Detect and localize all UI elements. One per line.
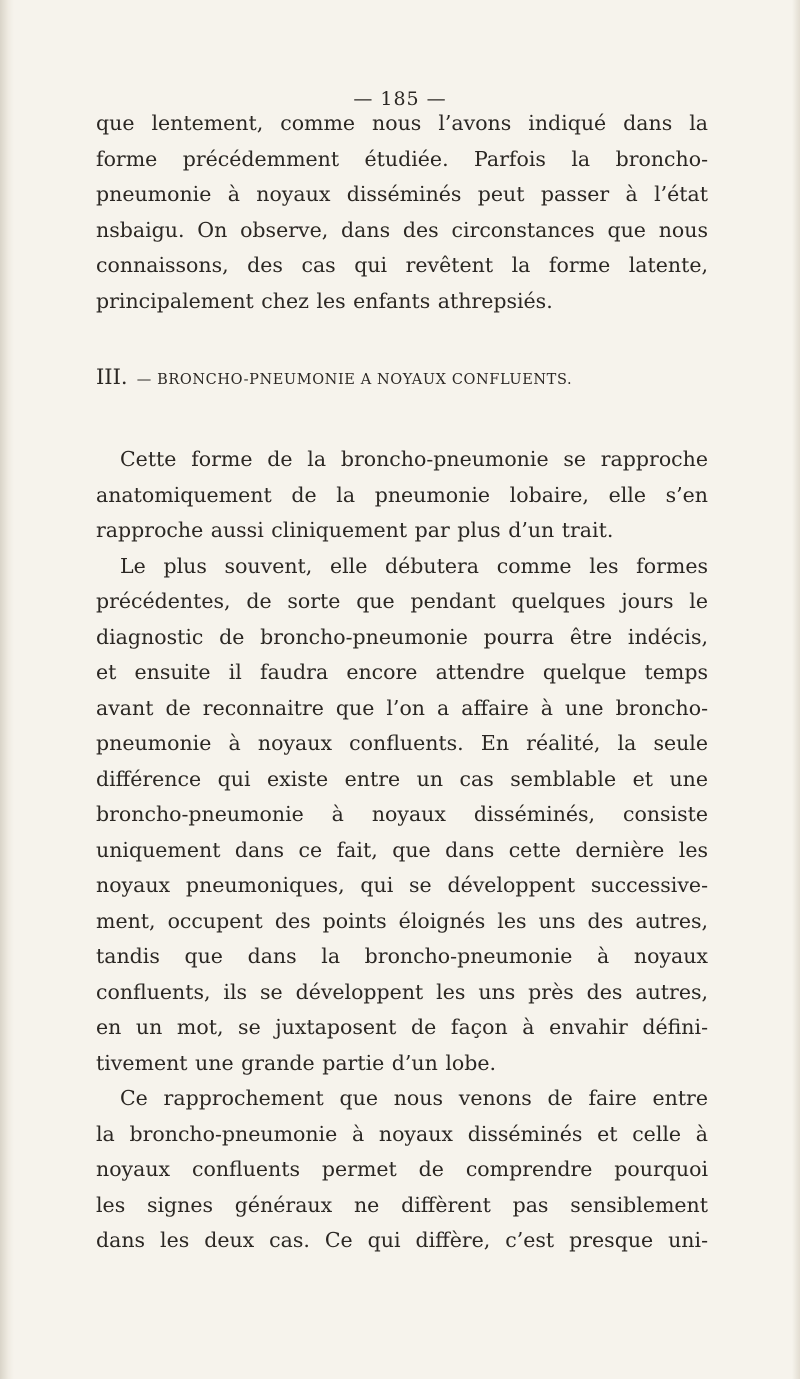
text-line: Ce rapprochement que nous venons de faire entre [120,1086,708,1110]
text-line: ment, occupent des points éloignés les uns des autres, [96,908,708,933]
section-number: III. [96,365,128,389]
body-text [96,442,708,1259]
text-line: pneumonie à noyaux confluents. En réalité, la seule [96,731,708,755]
text-line: confluents, ils se développent les uns près des autres, [96,979,708,1004]
text-line: anatomiquement de la pneumonie lobaire, elle s’en [96,482,708,507]
text-line: Le plus souvent, elle débutera comme les formes [120,553,708,578]
text-line: précédentes, de sorte que pendant quelques jours le [96,589,708,613]
text-line: que lentement, comme nous l’avons indiqué dans la [96,111,708,135]
paragraph-2 [96,442,708,549]
paragraph-1 [96,106,708,319]
text-line: Cette forme de la broncho-pneumonie se rapproche [120,447,708,471]
text-line: noyaux pneumoniques, qui se développent successive- [96,873,708,897]
text-line: dans les deux cas. Ce qui diffère, c’est presque uni- [96,1228,708,1252]
text-line: différence qui existe entre un cas semblable et une [96,766,708,791]
text-line: avant de reconnaitre que l’on a affaire à une broncho- [96,695,708,720]
text-line: tandis que dans la broncho-pneumonie à noyaux [96,944,708,968]
text-line: et ensuite il faudra encore attendre quelque temps [96,660,708,684]
text-line: les signes généraux ne diffèrent pas sensiblement [96,1192,708,1217]
page-edge-right [792,0,800,1379]
text-line: noyaux confluents permet de comprendre pourquoi [96,1157,708,1181]
text-line: rapproche aussi cliniquement par plus d’un trait. [96,518,614,542]
text-line: diagnostic de broncho-pneumonie pourra être indécis, [96,624,708,649]
text-line: en un mot, se juxtaposent de façon à envahir défini- [96,1015,708,1039]
section-heading [96,365,716,389]
text-line: tivement une grande partie d’un lobe. [96,1050,497,1075]
text-line: forme précédemment étudiée. Parfois la broncho- [96,146,708,171]
text-line: pneumonie à noyaux disséminés peut passer à l’état [96,182,708,206]
page-number: — 185 — [353,88,447,110]
text-line: nsbaigu. On observe, dans des circonstances que nous [96,217,708,242]
text-line: principalement chez les enfants athrepsiés. [96,288,553,313]
text-line: connaissons, des cas qui revêtent la forme latente, [96,253,708,277]
paragraph-3 [96,549,708,1082]
text-line: uniquement dans ce fait, que dans cette dernière les [96,837,708,862]
text-line: broncho-pneumonie à noyaux disséminés, consiste [96,802,708,826]
page-edge-left [0,0,14,1379]
section-title: — BRONCHO-PNEUMONIE A NOYAUX CONFLUENTS. [136,372,573,388]
text-line: la broncho-pneumonie à noyaux disséminés et celle à [96,1121,708,1146]
paragraph-4 [96,1081,708,1259]
